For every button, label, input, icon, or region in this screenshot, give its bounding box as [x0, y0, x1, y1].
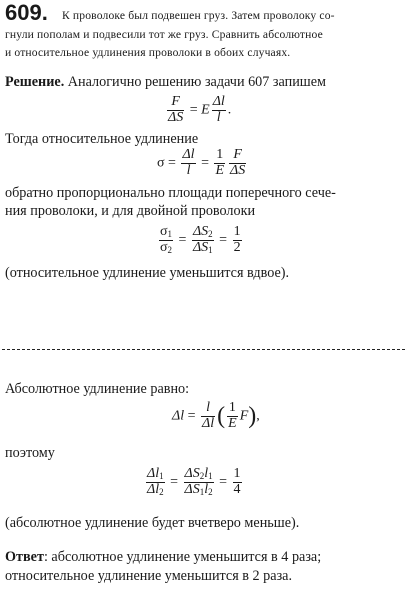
- solution-line-4: ния проволоки, и для двойной проволоки: [5, 203, 256, 219]
- answer-label: Ответ: [5, 549, 44, 565]
- fraction-dl-over-l: $\frac{\Delta l}{l}$: [212, 94, 225, 125]
- problem-text-line-1: К проволоке был подвешен груз. Затем проволоку со-: [62, 9, 335, 22]
- solution-line-2: Тогда относительное удлинение: [5, 131, 199, 147]
- problem-number: 609.: [5, 0, 48, 25]
- problem-text-line-2: гнули пополам и подвесили тот же груз. Сравнить абсолютное: [5, 28, 323, 41]
- formula-relative-strain: σ = $\frac{\Delta l}{l}$ = $\frac{1}{E}$ $\frac{F}{\Delta S}$: [157, 147, 246, 178]
- solution-intro: Аналогично решению задачи 607 запишем: [64, 74, 327, 90]
- formula-stress: $\frac{F}{\Delta S}$ = E $\frac{\Delta l}{l}$ .: [168, 94, 232, 125]
- problem-text-line-3: и относительное удлинения проволоки в обоих случаях.: [5, 46, 291, 59]
- fraction-f-over-ds: $\frac{F}{\Delta S}$: [168, 94, 184, 125]
- solution-line-3: обратно пропорционально площади поперечного сече-: [5, 185, 336, 201]
- part2-line-3: (абсолютное удлинение будет вчетверо меньше).: [5, 515, 300, 531]
- formula-elongation-ratio: $\frac{\Delta l_1}{\Delta l_2}$ = $\frac{\Delta S_2l_1}{\Delta S_1l_2}$ = $\frac{1}{4}$: [147, 466, 241, 497]
- formula-absolute-elongation: Δl = $\frac{l}{\Delta l}$ ( $\frac{1}{E}$ F),: [172, 400, 260, 431]
- dashed-separator: [2, 349, 405, 350]
- answer-line-2: относительное удлинение уменьшится в 2 раза.: [5, 568, 293, 584]
- solution-label: Решение.: [5, 74, 65, 90]
- solution-line-5: (относительное удлинение уменьшится вдвое).: [5, 265, 290, 281]
- solution-line-1: [5, 74, 326, 91]
- part2-line-2: поэтому: [5, 445, 55, 461]
- answer-line-1: Ответ: абсолютное удлинение уменьшится в 4 раза;: [5, 549, 322, 565]
- formula-strain-ratio: $\frac{\sigma_1}{\sigma_2}$ = $\frac{\Delta S_2}{\Delta S_1}$ = $\frac{1}{2}$: [160, 224, 241, 255]
- part2-line-1: Абсолютное удлинение равно:: [5, 381, 190, 397]
